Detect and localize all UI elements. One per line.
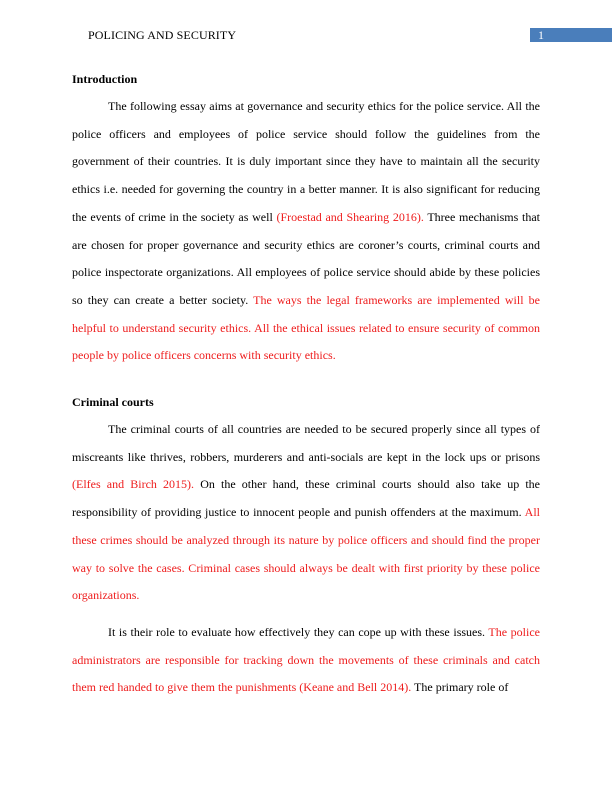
page-number-box	[530, 28, 612, 42]
page-number: 1	[538, 28, 544, 42]
text-run: The primary role of	[411, 680, 509, 695]
text-run: On the other hand, these criminal courts should also take up the responsibility of providing justice to innocent people and punish offenders at the maximum.	[72, 477, 540, 520]
text-run: The criminal courts of all countries are needed to be secured properly since all types of miscreants like thrives, robbers, murderers and anti-socials are kept in the lock ups or prisons	[72, 422, 540, 464]
highlighted-run: The police administrators are responsible for tracking down the movements of these criminals and catch them red handed to give them the punishments (Keane and Bell 2014).	[72, 624, 540, 695]
section-heading-introduction: Introduction	[72, 72, 138, 86]
text-run: The following essay aims at governance and security ethics for the police service. All the police officers and employees of police service should follow the guidelines from the government of their countries. It is duly important since they have to maintain all the security ethics i.e. needed for governing the country in a better manner. It is also significant for reducing the events of crime in the society as well	[72, 99, 540, 224]
spacer	[72, 610, 540, 619]
running-head: POLICING AND SECURITY	[88, 28, 237, 42]
spacer	[72, 370, 540, 392]
paragraph-criminal-courts-1	[72, 416, 540, 610]
text-run: Three mechanisms that are chosen for proper governance and security ethics are coroner’s courts, criminal courts and police inspectorate organizations. All employees of police service should abide by these policies so they can create a better society.	[72, 209, 540, 307]
document-body	[72, 69, 540, 702]
highlighted-run: The ways the legal frameworks are implemented will be helpful to understand security ethics. All the ethical issues related to ensure security of common people by police officers concerns with security ethics.	[72, 292, 540, 363]
text-run: It is their role to evaluate how effectively they can cope up with these issues.	[108, 624, 489, 639]
citation-run: (Froestad and Shearing 2016).	[276, 209, 424, 224]
paragraph-introduction	[72, 93, 540, 370]
section-heading-criminal-courts: Criminal courts	[72, 395, 154, 410]
highlighted-run: All these crimes should be analyzed through its nature by police officers and should find the proper way to solve the cases. Criminal cases should always be dealt with first priority by these police organizations.	[72, 505, 540, 603]
paragraph-criminal-courts-2	[72, 619, 540, 702]
citation-run: (Elfes and Birch 2015).	[72, 477, 195, 492]
